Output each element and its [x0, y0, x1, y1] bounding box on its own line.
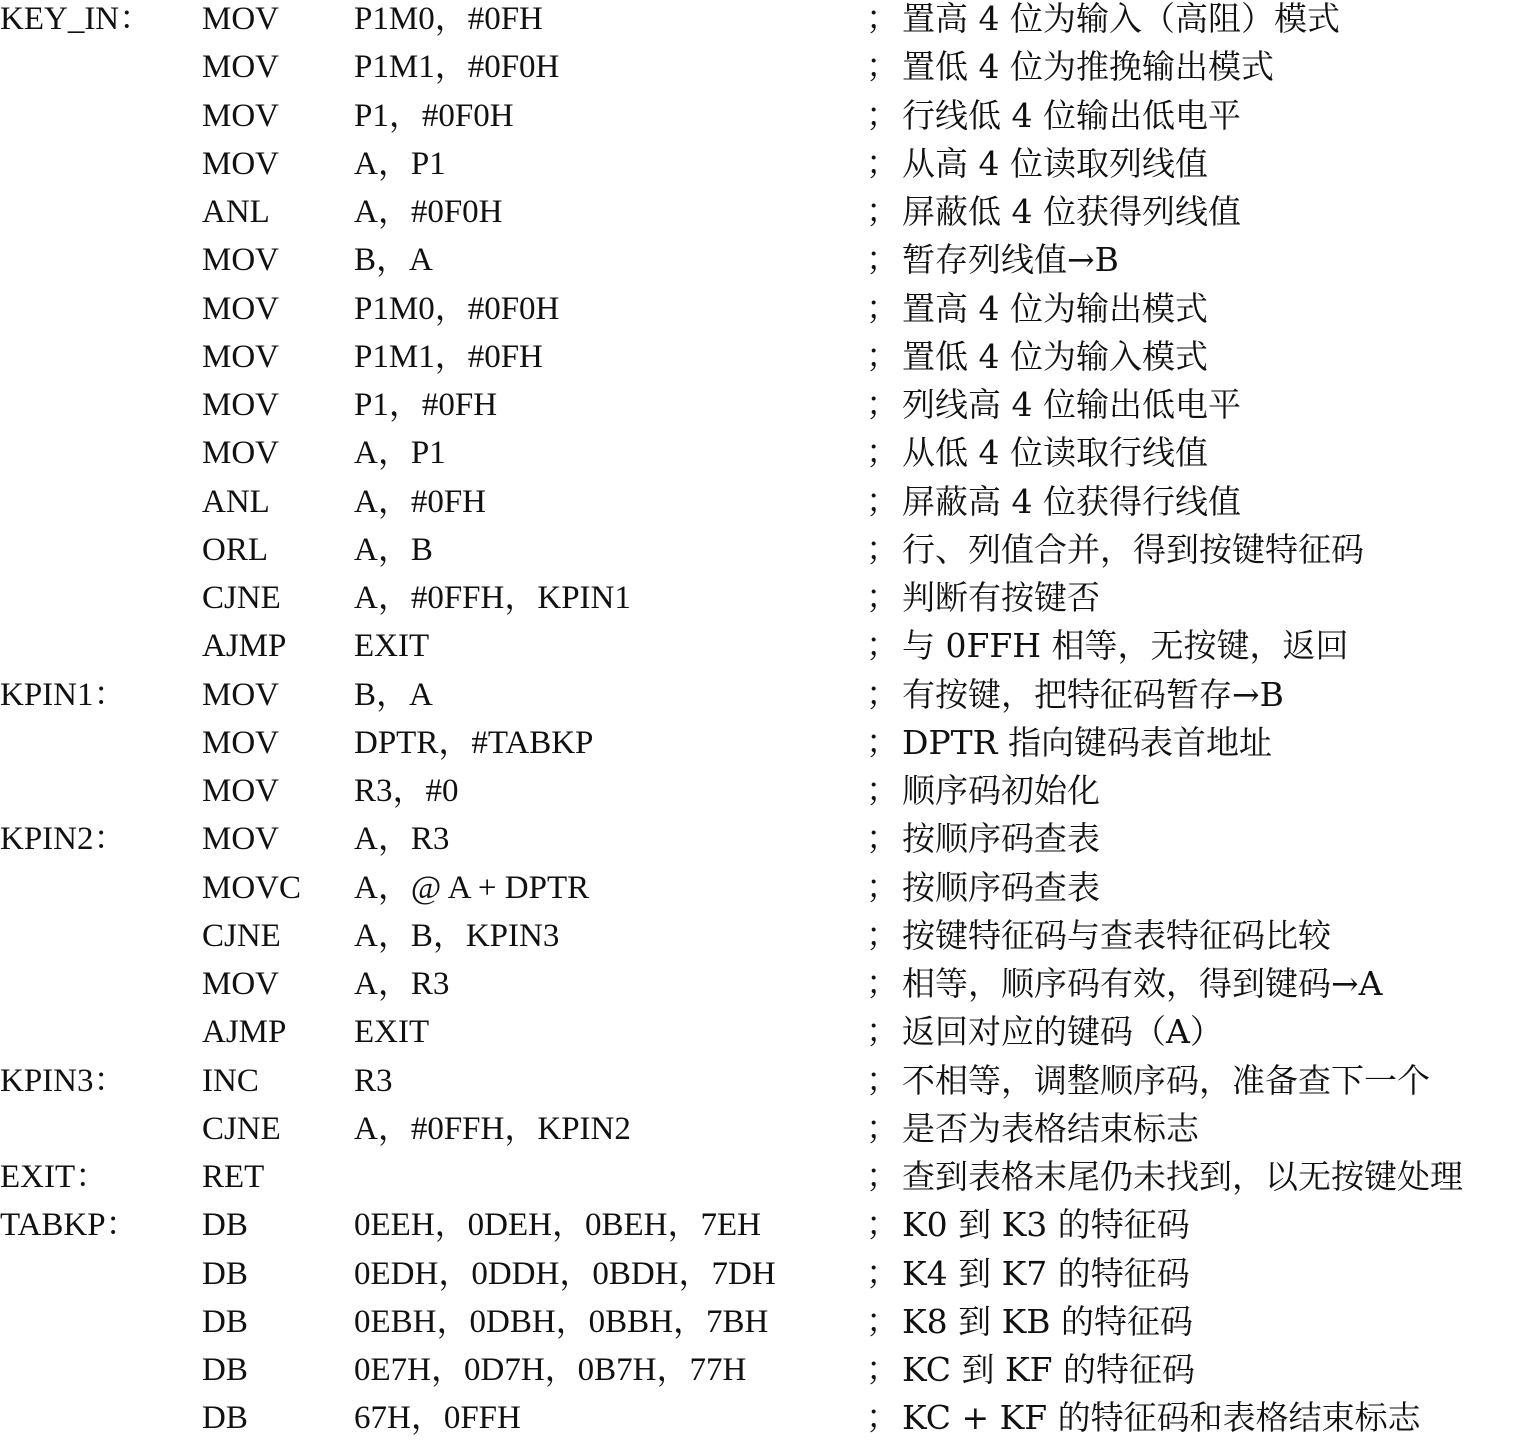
comment-delimiter: ； — [866, 49, 899, 86]
code-operands: 0EBH，0DBH，0BBH，7BH — [354, 1303, 769, 1340]
comment-delimiter: ； — [866, 966, 899, 1002]
code-line — [0, 386, 1538, 434]
code-comment: 与 0FFH 相等，无按键，返回 — [902, 626, 1349, 666]
code-operands: A，R3 — [354, 821, 450, 858]
code-operands: P1，#0F0H — [354, 97, 514, 134]
comment-delimiter: ； — [866, 676, 899, 713]
comment-delimiter: ； — [866, 1400, 899, 1437]
code-comment: 从低 4 位读取行线值 — [902, 433, 1208, 473]
comment-delimiter: ； — [866, 1207, 899, 1244]
code-operands: 0EEH，0DEH，0BEH，7EH — [354, 1207, 761, 1244]
code-mnemonic: ANL — [202, 483, 270, 520]
code-line — [0, 1062, 1538, 1110]
code-mnemonic: MOV — [202, 387, 280, 423]
code-line — [0, 290, 1538, 338]
code-mnemonic: CJNE — [202, 580, 281, 616]
code-comment: 按顺序码查表 — [902, 819, 1100, 859]
code-mnemonic: DB — [202, 1352, 248, 1388]
code-operands: A，#0FH — [354, 483, 487, 520]
code-operands: 0EDH，0DDH，0BDH，7DH — [354, 1255, 776, 1292]
code-line — [0, 531, 1538, 579]
code-line — [0, 579, 1538, 627]
code-operands: EXIT — [354, 628, 430, 665]
code-mnemonic: MOV — [202, 242, 280, 279]
code-comment: KC + KF 的特征码和表格结束标志 — [902, 1398, 1421, 1438]
code-operands: 0E7H，0D7H，0B7H，77H — [354, 1352, 747, 1388]
code-line — [0, 676, 1538, 724]
code-line — [0, 241, 1538, 289]
code-mnemonic: MOV — [202, 435, 280, 472]
code-line — [0, 0, 1538, 48]
code-mnemonic: ANL — [202, 194, 270, 230]
comment-delimiter: ； — [866, 1303, 899, 1340]
code-comment: 行线低 4 位输出低电平 — [902, 95, 1241, 135]
code-comment: K0 到 K3 的特征码 — [902, 1205, 1190, 1245]
comment-delimiter: ； — [866, 531, 899, 568]
comment-delimiter: ； — [866, 435, 899, 472]
code-mnemonic: CJNE — [202, 917, 281, 954]
code-label: TABKP： — [0, 1207, 139, 1244]
comment-delimiter: ； — [866, 628, 899, 665]
code-comment: 是否为表格结束标志 — [902, 1108, 1199, 1148]
code-line — [0, 1351, 1538, 1399]
code-comment: K8 到 KB 的特征码 — [902, 1301, 1194, 1341]
comment-delimiter: ； — [866, 724, 899, 761]
code-operands: P1M0，#0FH — [354, 1, 543, 37]
code-mnemonic: MOV — [202, 49, 280, 86]
comment-delimiter: ； — [866, 1159, 899, 1195]
code-mnemonic: DB — [202, 1255, 248, 1292]
comment-delimiter: ； — [866, 1255, 899, 1292]
code-mnemonic: AJMP — [202, 1014, 287, 1051]
code-operands: R3，#0 — [354, 773, 459, 809]
code-line — [0, 338, 1538, 386]
code-line — [0, 434, 1538, 482]
code-line — [0, 724, 1538, 772]
code-mnemonic: AJMP — [202, 628, 287, 665]
code-line — [0, 627, 1538, 675]
code-mnemonic: DB — [202, 1400, 248, 1437]
code-mnemonic: MOV — [202, 724, 280, 761]
comment-delimiter: ； — [866, 821, 899, 858]
comment-delimiter: ； — [866, 1, 899, 37]
code-operands: A，#0FFH，KPIN2 — [354, 1110, 631, 1147]
code-line — [0, 772, 1538, 820]
code-label: KPIN1： — [0, 676, 127, 713]
code-comment: 置高 4 位为输出模式 — [902, 288, 1208, 328]
comment-delimiter: ； — [866, 338, 899, 375]
comment-delimiter: ； — [866, 1352, 899, 1388]
code-label: KPIN3： — [0, 1062, 127, 1099]
code-mnemonic: MOV — [202, 97, 280, 134]
code-operands: A，B，KPIN3 — [354, 917, 560, 954]
code-mnemonic: MOV — [202, 676, 280, 713]
code-mnemonic: MOVC — [202, 869, 302, 906]
code-line — [0, 1303, 1538, 1351]
code-operands: B，A — [354, 676, 433, 713]
code-mnemonic: CJNE — [202, 1110, 281, 1147]
code-operands: P1M0，#0F0H — [354, 290, 560, 327]
code-mnemonic: MOV — [202, 1, 280, 37]
code-comment: K4 到 K7 的特征码 — [902, 1253, 1190, 1293]
code-operands: A，R3 — [354, 966, 450, 1002]
code-comment: 相等，顺序码有效，得到键码→A — [902, 964, 1383, 1003]
code-line — [0, 820, 1538, 868]
code-comment: 有按键，把特征码暂存→B — [902, 674, 1284, 714]
comment-delimiter: ； — [866, 387, 899, 423]
code-line — [0, 48, 1538, 96]
code-operands: R3 — [354, 1062, 393, 1099]
code-mnemonic: INC — [202, 1062, 259, 1099]
code-line — [0, 965, 1538, 1013]
comment-delimiter: ； — [866, 242, 899, 279]
code-comment: 行、列值合并，得到按键特征码 — [902, 529, 1364, 569]
code-comment: 不相等，调整顺序码，准备查下一个 — [902, 1060, 1430, 1100]
code-operands: A，#0FFH，KPIN1 — [354, 580, 631, 616]
code-line — [0, 1255, 1538, 1303]
code-line — [0, 145, 1538, 193]
code-line — [0, 193, 1538, 241]
code-line — [0, 917, 1538, 965]
code-operands: A，#0F0H — [354, 194, 503, 230]
code-mnemonic: DB — [202, 1303, 248, 1340]
code-label: EXIT： — [0, 1159, 109, 1195]
code-comment: 置低 4 位为输入模式 — [902, 336, 1208, 376]
code-mnemonic: RET — [202, 1159, 265, 1195]
code-comment: 置高 4 位为输入（高阻）模式 — [902, 0, 1340, 38]
code-operands: P1，#0FH — [354, 387, 498, 423]
code-operands: A，P1 — [354, 435, 446, 472]
code-comment: 置低 4 位为推挽输出模式 — [902, 47, 1274, 87]
code-mnemonic: MOV — [202, 821, 280, 858]
code-comment: 查到表格末尾仍未找到，以无按键处理 — [902, 1157, 1463, 1196]
comment-delimiter: ； — [866, 483, 899, 520]
code-comment: 顺序码初始化 — [902, 771, 1100, 810]
code-comment: KC 到 KF 的特征码 — [902, 1350, 1196, 1389]
code-operands: DPTR，#TABKP — [354, 724, 594, 761]
comment-delimiter: ； — [866, 1062, 899, 1099]
comment-delimiter: ； — [866, 290, 899, 327]
code-line — [0, 1110, 1538, 1158]
code-operands: EXIT — [354, 1014, 430, 1051]
code-operands: P1M1，#0FH — [354, 338, 543, 375]
code-line — [0, 1206, 1538, 1254]
comment-delimiter: ； — [866, 145, 899, 182]
code-mnemonic: ORL — [202, 531, 268, 568]
code-comment: 判断有按键否 — [902, 578, 1100, 617]
comment-delimiter: ； — [866, 194, 899, 230]
code-comment: 从高 4 位读取列线值 — [902, 143, 1208, 183]
code-comment: 返回对应的键码（A） — [902, 1012, 1223, 1052]
code-mnemonic: MOV — [202, 338, 280, 375]
code-label: KEY_IN： — [0, 1, 153, 37]
comment-delimiter: ； — [866, 1014, 899, 1051]
code-operands: A，@ A + DPTR — [354, 869, 590, 906]
code-operands: A，B — [354, 531, 433, 568]
code-mnemonic: MOV — [202, 145, 280, 182]
code-comment: 按顺序码查表 — [902, 867, 1100, 907]
code-comment: 列线高 4 位输出低电平 — [902, 385, 1241, 424]
code-mnemonic: DB — [202, 1207, 248, 1244]
comment-delimiter: ； — [866, 1110, 899, 1147]
code-comment: 屏蔽高 4 位获得行线值 — [902, 481, 1241, 521]
code-operands: B，A — [354, 242, 433, 279]
code-label: KPIN2： — [0, 821, 127, 858]
comment-delimiter: ； — [866, 917, 899, 954]
code-mnemonic: MOV — [202, 966, 280, 1002]
code-operands: 67H，0FFH — [354, 1400, 521, 1437]
code-operands: A，P1 — [354, 145, 446, 182]
code-comment: 按键特征码与查表特征码比较 — [902, 915, 1331, 955]
code-line — [0, 483, 1538, 531]
code-line — [0, 1399, 1538, 1447]
comment-delimiter: ； — [866, 97, 899, 134]
comment-delimiter: ； — [866, 773, 899, 809]
code-line — [0, 1013, 1538, 1061]
code-comment: 屏蔽低 4 位获得列线值 — [902, 192, 1241, 231]
code-comment: DPTR 指向键码表首地址 — [902, 722, 1273, 762]
comment-delimiter: ； — [866, 869, 899, 906]
code-operands: P1M1，#0F0H — [354, 49, 560, 86]
code-mnemonic: MOV — [202, 773, 280, 809]
code-line — [0, 1158, 1538, 1206]
code-comment: 暂存列线值→B — [902, 240, 1119, 280]
code-line — [0, 97, 1538, 145]
comment-delimiter: ； — [866, 580, 899, 616]
code-line — [0, 869, 1538, 917]
code-mnemonic: MOV — [202, 290, 280, 327]
